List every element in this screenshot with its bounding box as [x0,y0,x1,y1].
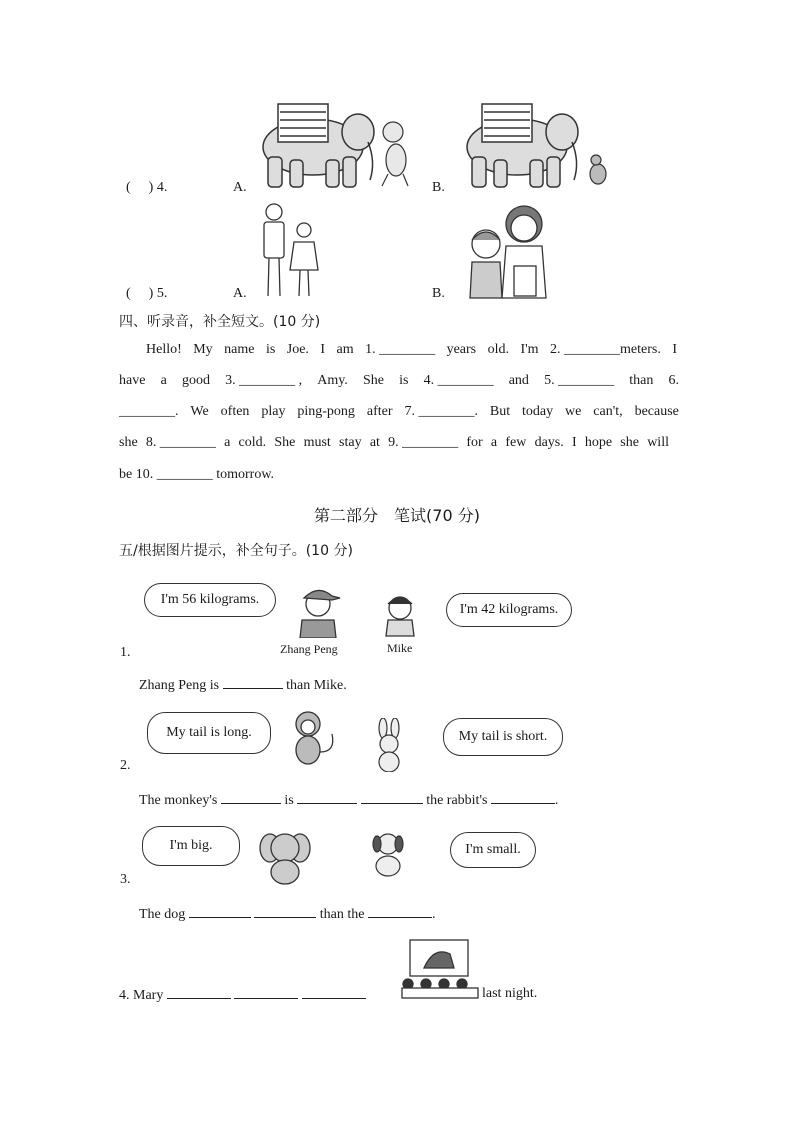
q4-sentence-end: last night. [482,986,538,1001]
zhang-peng-picture [296,584,344,638]
passage-line-2: have a good 3. ________ , Amy. She is 4. ________ and 5. ________ than 6. [119,373,679,388]
q1-bubble-left: I'm 56 kilograms. [144,583,276,617]
elephant-bird-picture [462,102,610,190]
q4-blank-2[interactable] [234,986,298,999]
q2-blank-4[interactable] [491,791,555,804]
passage-line-3: ________. We often play ping-pong after 7. ________. But today we can't, because [119,404,679,419]
q2-blank-1[interactable] [221,791,281,804]
q1-sentence: Zhang Peng is than Mike. [139,678,347,693]
q1-name-left: Zhang Peng [280,642,338,656]
q3-bubble-left: I'm big. [142,826,240,866]
q1-name-right: Mike [387,641,413,655]
section-4-heading: 四、听录音，补全短文。(10 分) [119,314,321,330]
dog-picture [368,830,410,878]
mike-picture [380,592,420,638]
q2-number: 2. [120,758,131,773]
item-4-option-a: A. [233,180,247,195]
q2-bubble-left: My tail is long. [147,712,271,754]
q1-blank-1[interactable] [223,676,283,689]
q1-bubble-right: I'm 42 kilograms. [446,593,572,627]
q4-sentence: 4. Mary [119,986,366,1004]
q4-blank-3[interactable] [302,986,366,999]
item-5-option-a: A. [233,286,247,301]
item-4-number: ( ) 4. [126,180,168,195]
boy-woman-picture [466,200,550,300]
monkey-picture [280,708,340,772]
q2-blank-3[interactable] [361,791,423,804]
item-5-number: ( ) 5. [126,286,168,301]
item-5-option-b: B. [432,286,445,301]
q1-number: 1. [120,645,131,660]
q3-blank-3[interactable] [368,905,432,918]
elephant-picture [258,826,312,886]
passage-line-5: be 10. ________ tomorrow. [119,467,275,482]
item-4-option-b: B. [432,180,445,195]
passage-line-4: she 8. ________ a cold. She must stay at 9. ________ for a few days. I hope she will [119,435,669,450]
cinema-picture [398,938,482,1000]
section-5-heading: 五/根据图片提示，补全句子。(10 分) [119,543,353,559]
q3-number: 3. [120,872,131,887]
q3-sentence: The dog than the . [139,907,436,922]
q2-blank-2[interactable] [297,791,357,804]
elephant-monkey-picture [258,102,414,190]
part-2-title: 第二部分 笔试(70 分) [314,506,480,525]
q2-bubble-right: My tail is short. [443,718,563,756]
passage-line-1: Hello! My name is Joe. I am 1. ________ years old. I'm 2. ________meters. I [146,342,677,357]
q4-blank-1[interactable] [167,986,231,999]
tall-boy-girl-picture [258,200,328,300]
q3-blank-1[interactable] [189,905,251,918]
q3-bubble-right: I'm small. [450,832,536,868]
q3-blank-2[interactable] [254,905,316,918]
rabbit-picture [370,718,408,772]
q2-sentence: The monkey's is the rabbit's . [139,793,559,808]
